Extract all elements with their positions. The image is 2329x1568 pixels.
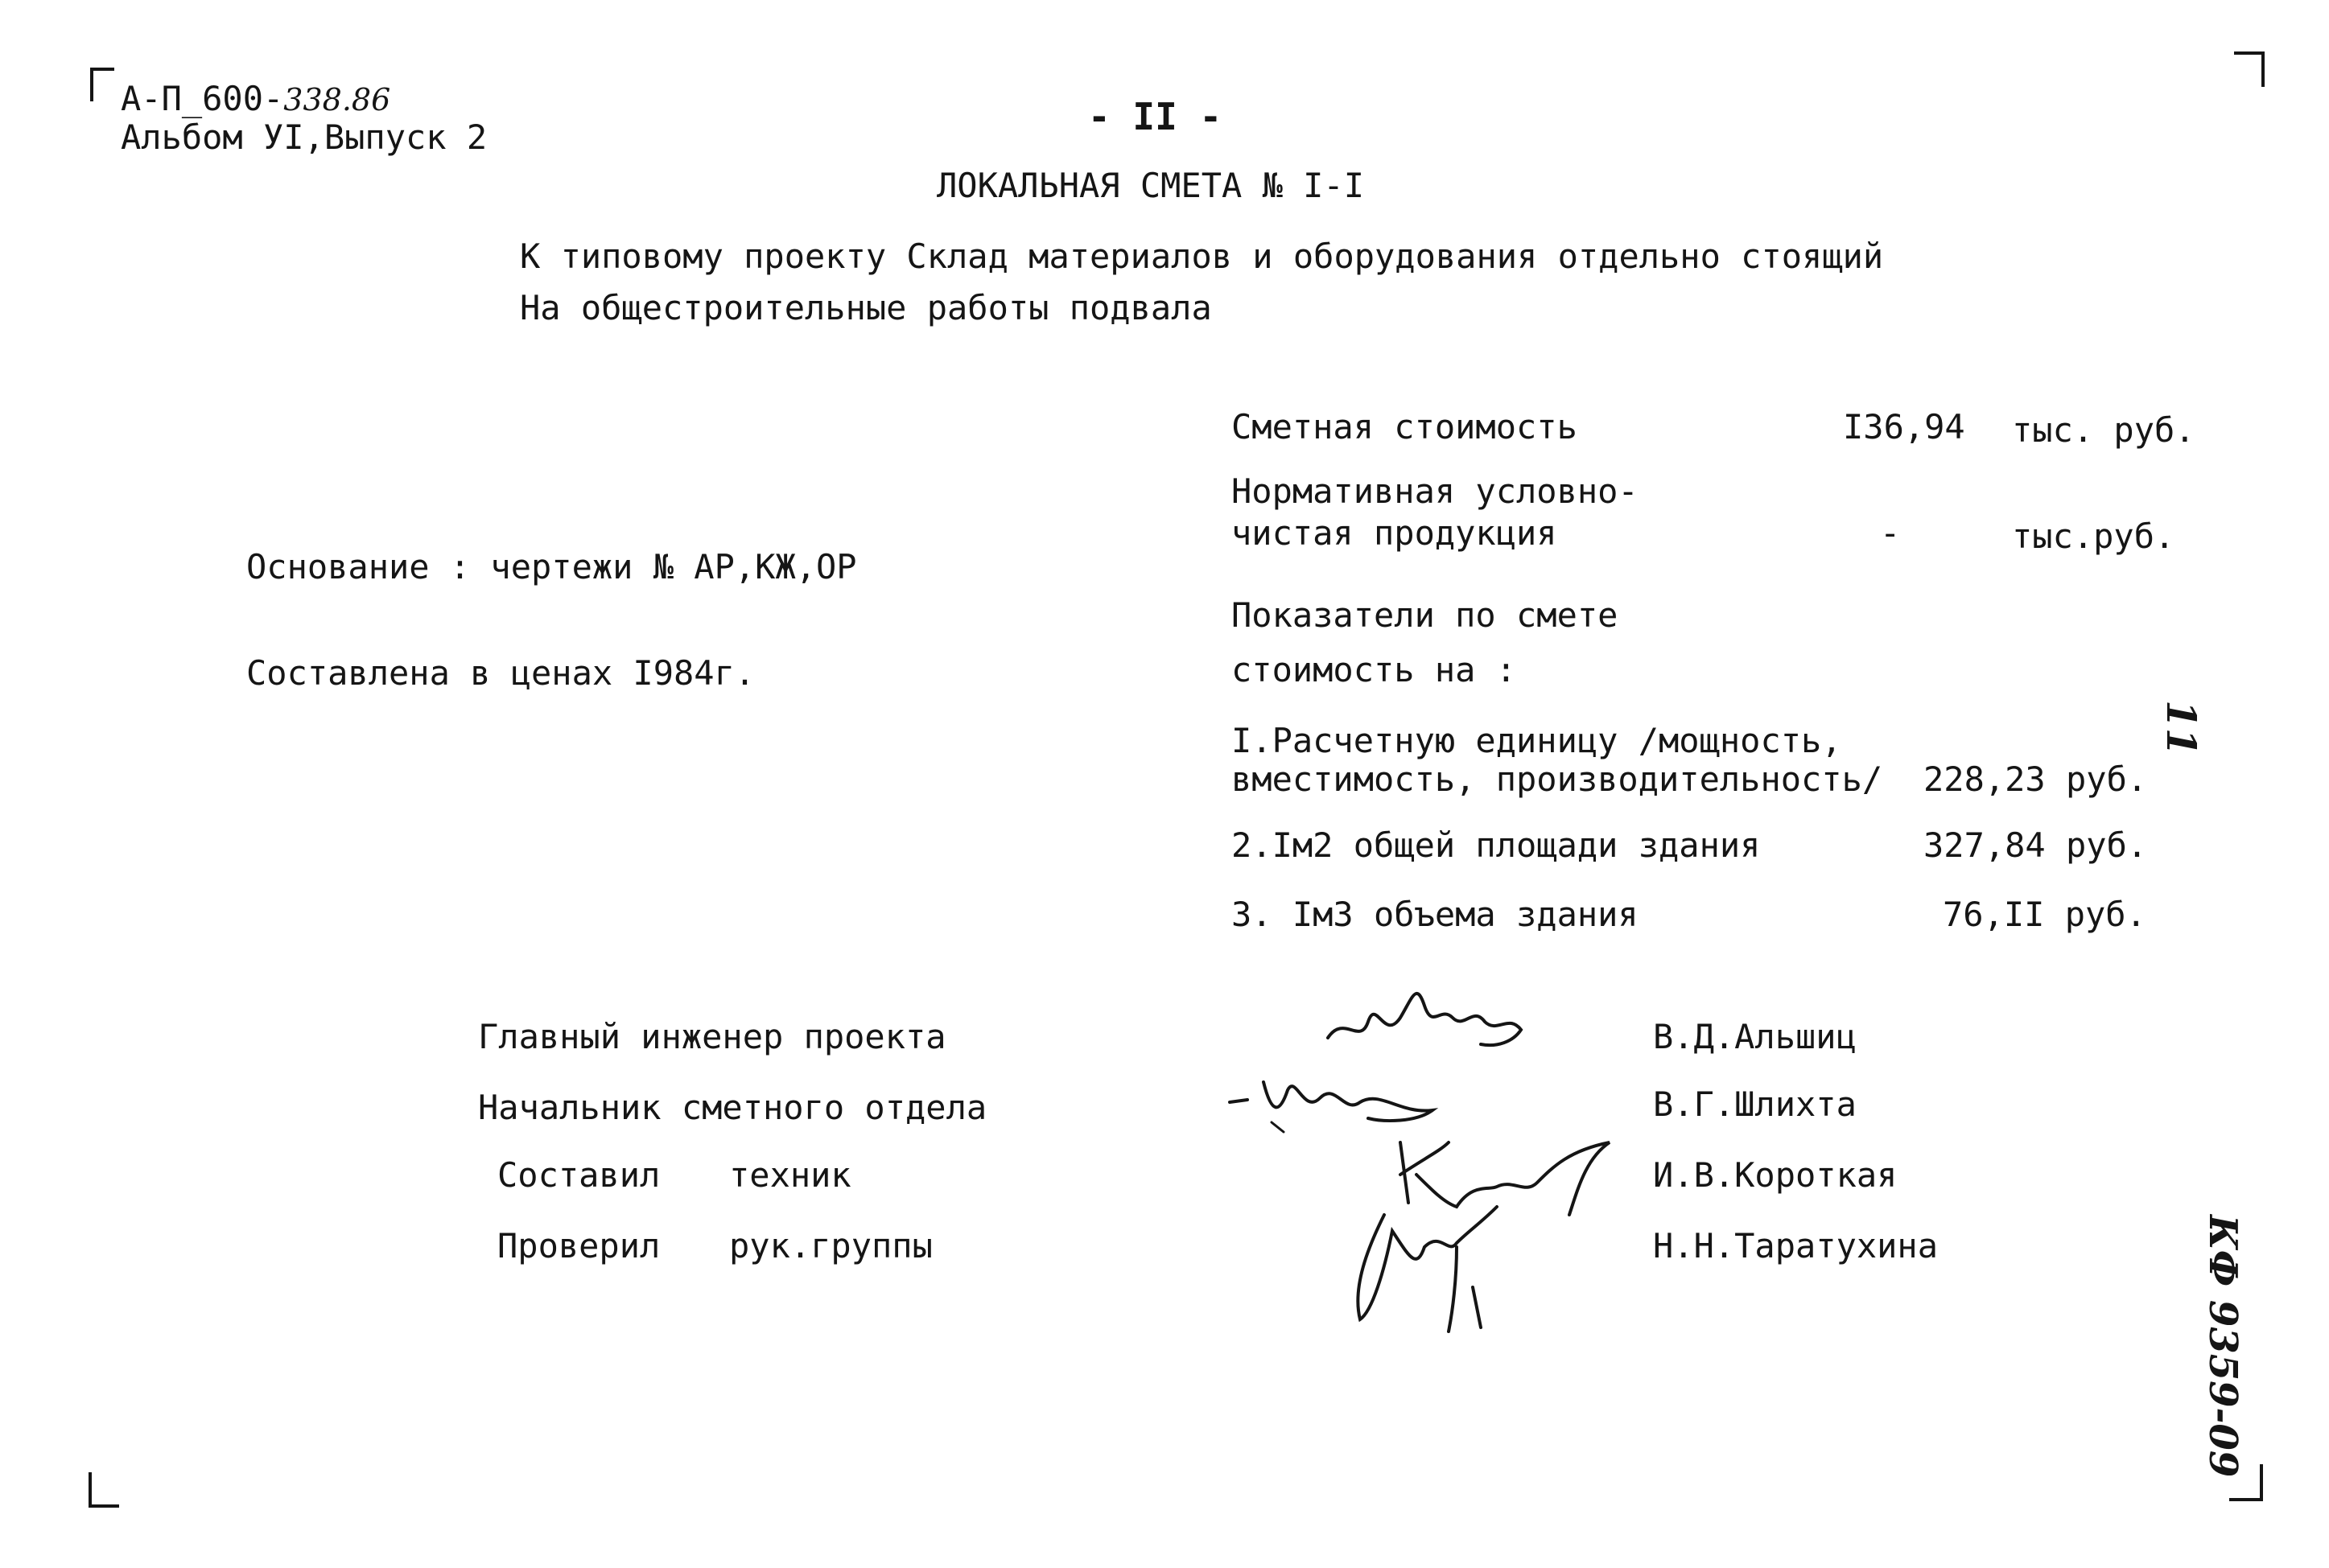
- document-code: [121, 79, 391, 118]
- document-code-handwritten: 338.86: [283, 82, 391, 117]
- indicators-heading: Показатели по смете: [1231, 595, 1618, 635]
- margin-page-mark: 11: [2158, 700, 2205, 756]
- corner-mark-top-left: [90, 68, 114, 101]
- role-checked-by: Проверил: [497, 1226, 661, 1266]
- margin-archive-stamp: КФ 9359-09: [2200, 1215, 2245, 1478]
- indicator-1-value: 228,23 руб.: [1923, 759, 2148, 799]
- prices-year: Составлена в ценах I984г.: [246, 653, 756, 693]
- role-compiled-position: техник: [729, 1155, 851, 1195]
- name-taratukhina: Н.Н.Таратухина: [1653, 1226, 1939, 1266]
- basis-drawings: Основание : чертежи № АР,КЖ,ОР: [246, 547, 857, 586]
- signature-taratukhina: [1336, 1199, 1521, 1335]
- album-issue: Альбом УI,Выпуск 2: [121, 117, 488, 157]
- normative-label-1: Нормативная условно-: [1231, 471, 1639, 511]
- indicators-subheading: стоимость на :: [1231, 650, 1517, 689]
- name-shlikhta: В.Г.Шлихта: [1653, 1084, 1857, 1124]
- indicator-1-line-1: I.Расчетную единицу /мощность,: [1231, 721, 1842, 760]
- indicator-3-value: 76,II руб.: [1943, 895, 2146, 934]
- signature-alshits: [1320, 973, 1545, 1062]
- name-korotkaya: И.В.Короткая: [1653, 1155, 1898, 1195]
- corner-mark-bottom-left: [89, 1472, 119, 1508]
- cost-unit: тыс. руб.: [2012, 410, 2195, 450]
- indicator-3-label: 3. Iм3 объема здания: [1231, 895, 1639, 934]
- cost-label: Сметная стоимость: [1231, 407, 1577, 447]
- role-checked-position: рук.группы: [729, 1226, 933, 1266]
- indicator-2-value: 327,84 руб.: [1923, 825, 2148, 865]
- normative-unit: тыс.руб.: [2012, 516, 2175, 556]
- indicator-1-line-2: вместимость, производительность/: [1231, 759, 1883, 799]
- works-line: На общестроительные работы подвала: [520, 288, 1212, 327]
- role-compiled-by: Составил: [497, 1155, 661, 1195]
- normative-label-2: чистая продукция: [1231, 513, 1557, 553]
- role-estimates-head: Начальник сметного отдела: [478, 1088, 987, 1127]
- corner-mark-top-right: [2234, 51, 2265, 87]
- cost-value: I36,94: [1843, 407, 1965, 447]
- page-number: - II -: [1088, 95, 1222, 138]
- estimate-title: ЛОКАЛЬНАЯ СМЕТА № I-I: [937, 166, 1365, 205]
- name-alshits: В.Д.Альшиц: [1653, 1017, 1857, 1056]
- role-chief-engineer: Главный инженер проекта: [478, 1017, 946, 1056]
- document-code-printed: А-П_600-: [121, 79, 284, 118]
- normative-value: -: [1880, 513, 1901, 553]
- indicator-2-label: 2.Iм2 общей площади здания: [1231, 825, 1761, 865]
- project-line: К типовому проекту Склад материалов и оборудования отдельно стоящий: [520, 237, 1884, 276]
